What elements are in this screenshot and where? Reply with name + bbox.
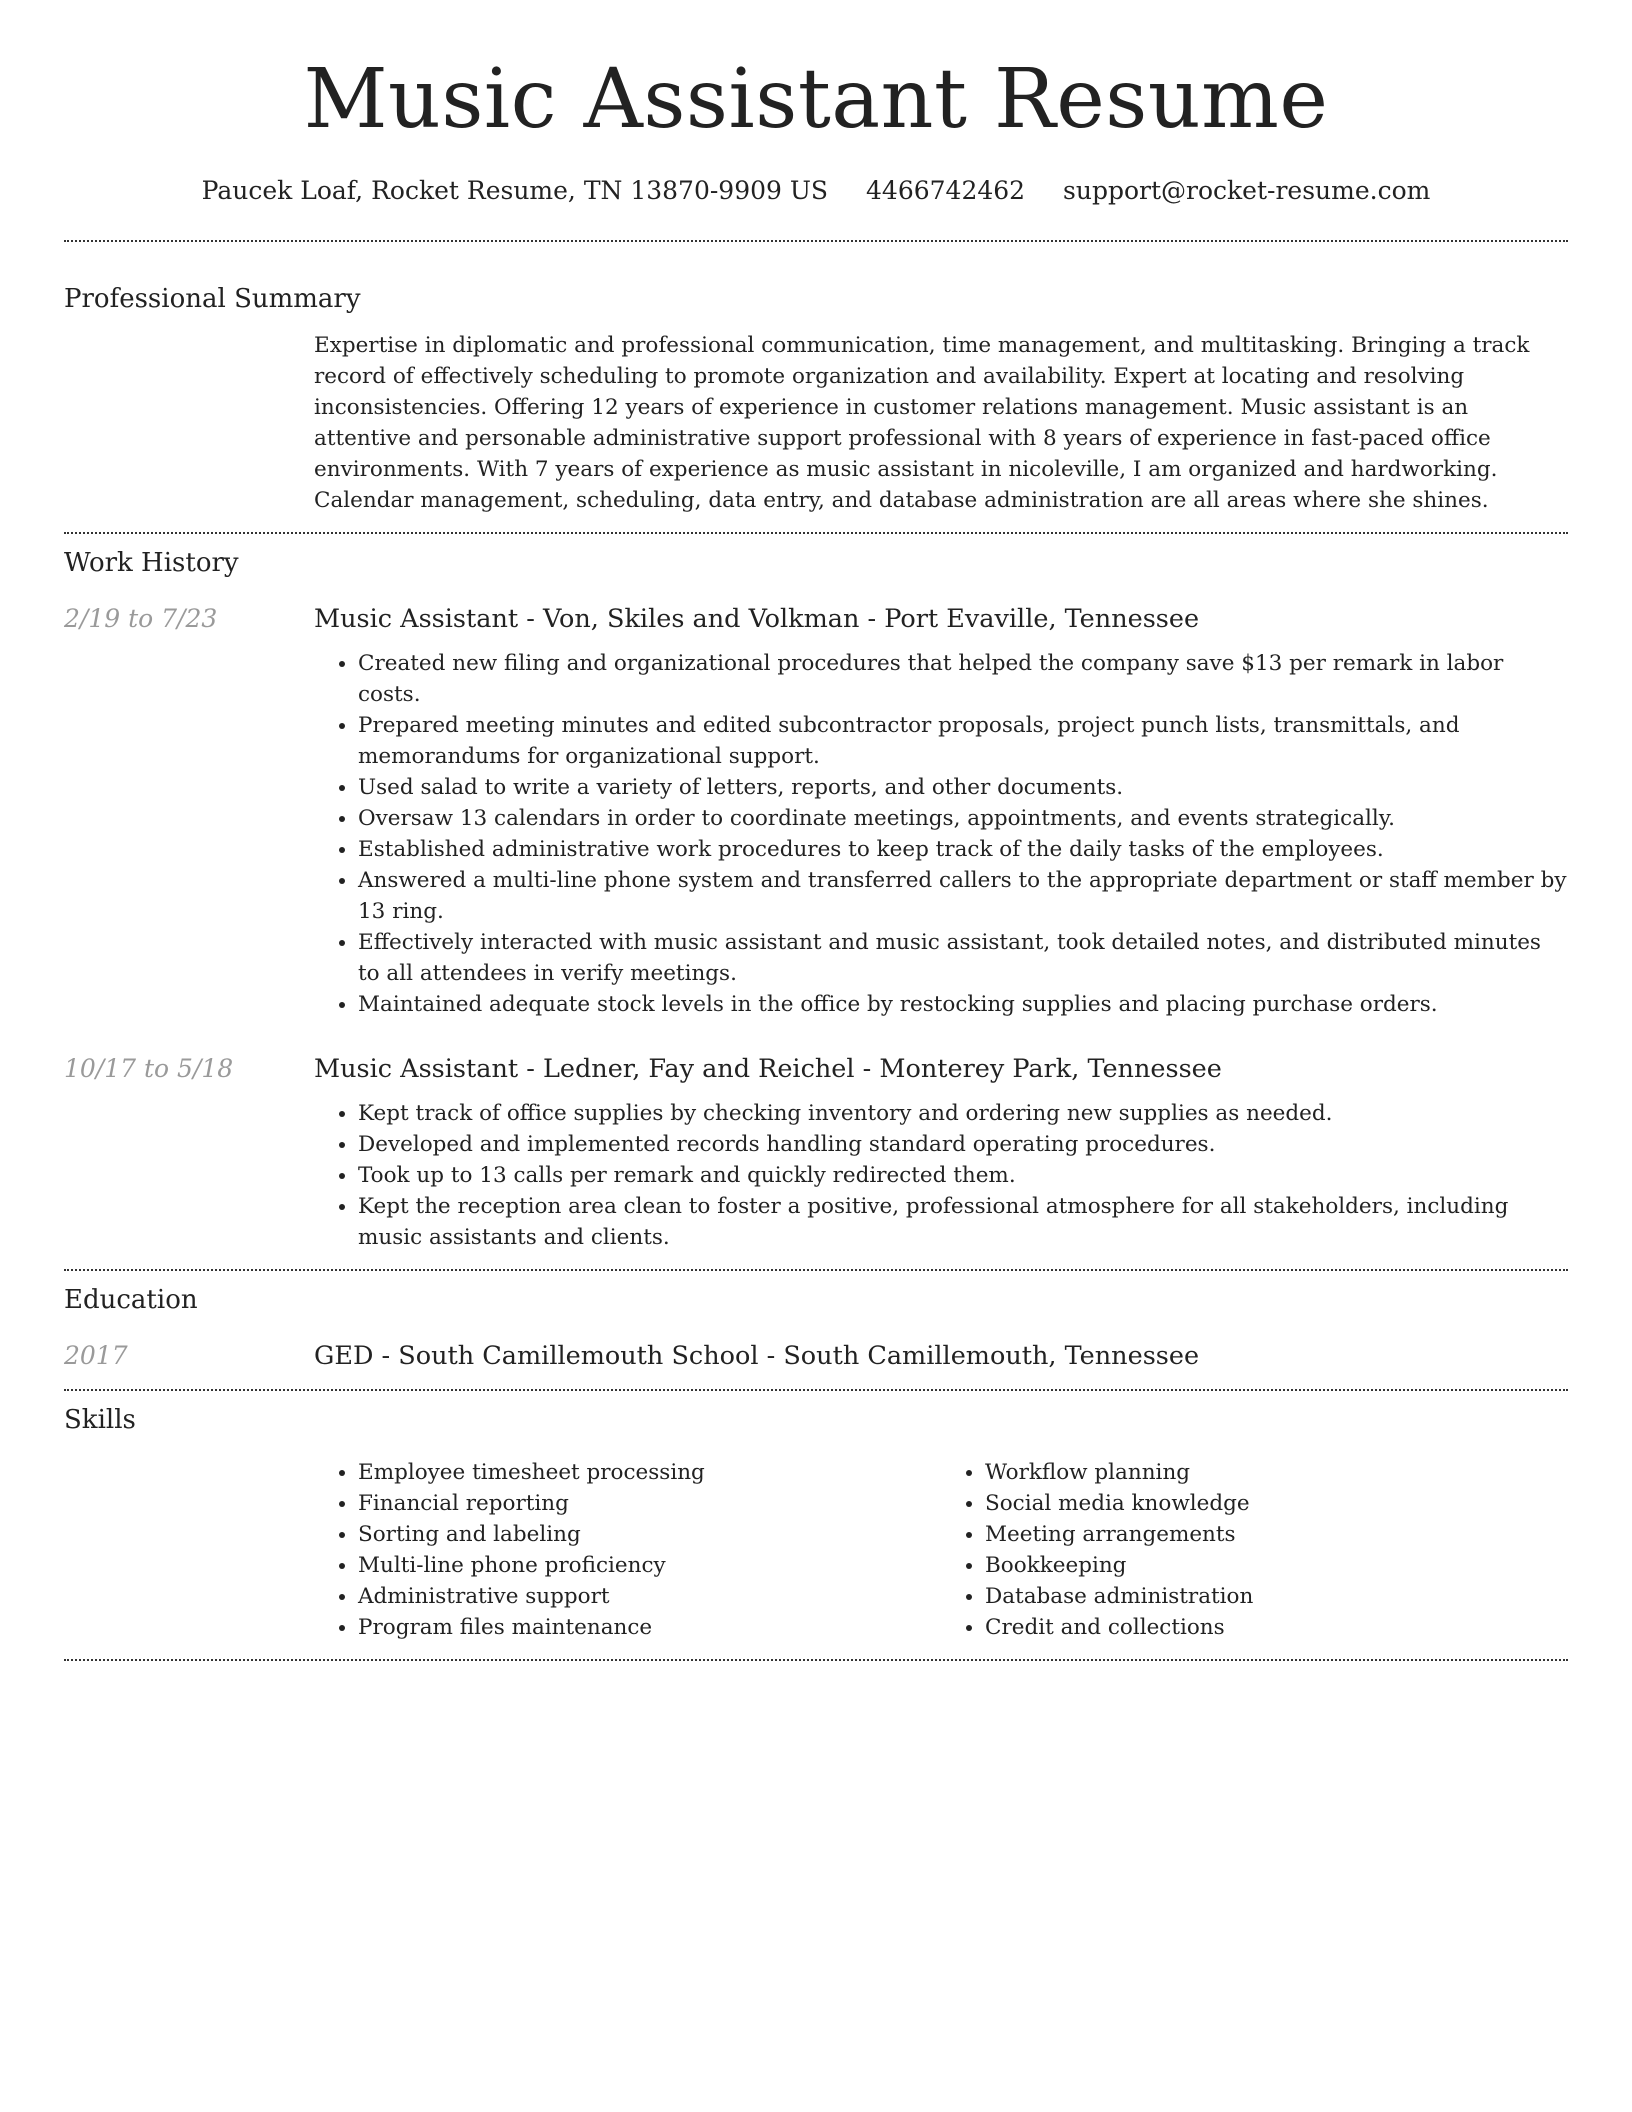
education-degree: GED - South Camillemouth School - South Camillemouth, Tennessee [314, 1341, 1200, 1371]
education-heading: Education [64, 1285, 198, 1315]
skill-item: • Workflow planning [985, 1457, 1568, 1488]
skill-item: • Meeting arrangements [985, 1519, 1568, 1550]
skill-item: • Sorting and labeling [358, 1519, 941, 1550]
divider [64, 1269, 1568, 1271]
skill-item: • Database administration [985, 1581, 1568, 1612]
list-item: • Kept track of office supplies by checking inventory and ordering new supplies as needed. [358, 1098, 1568, 1129]
skill-item: • Program files maintenance [358, 1612, 941, 1643]
list-item: • Oversaw 13 calendars in order to coordinate meetings, appointments, and events strategically. [358, 803, 1568, 834]
list-item: • Maintained adequate stock levels in the office by restocking supplies and placing purchase orders. [358, 989, 1568, 1020]
skill-item: • Administrative support [358, 1581, 941, 1612]
list-item: • Effectively interacted with music assistant and music assistant, took detailed notes, and distributed minutes to all attendees in verify meetings. [358, 927, 1568, 989]
skill-item: • Credit and collections [985, 1612, 1568, 1643]
skills-row [64, 1457, 1568, 1643]
skill-item: • Multi-line phone proficiency [358, 1550, 941, 1581]
skill-item: • Bookkeeping [985, 1550, 1568, 1581]
job-duties [314, 1098, 1568, 1253]
job-title: Music Assistant - Ledner, Fay and Reichel - Monterey Park, Tennessee [314, 1054, 1222, 1084]
contact-address: Paucek Loaf, Rocket Resume, TN 13870-9909 US [201, 176, 829, 205]
education-body [314, 1339, 1568, 1373]
list-item: • Established administrative work procedures to keep track of the daily tasks of the employees. [358, 834, 1568, 865]
skills-list-right [941, 1457, 1568, 1643]
contact-phone: 4466742462 [866, 176, 1026, 205]
skills-grid [314, 1457, 1568, 1643]
education-year: 2017 [64, 1341, 128, 1370]
list-item: • Kept the reception area clean to foster a positive, professional atmosphere for all stakeholders, including music assistants and clients. [358, 1191, 1568, 1253]
job-entry [64, 602, 1568, 1020]
divider [64, 1389, 1568, 1391]
job-duties [314, 648, 1568, 1020]
job-title: Music Assistant - Von, Skiles and Volkman - Port Evaville, Tennessee [314, 604, 1200, 634]
summary-left-spacer [64, 330, 314, 516]
list-item: • Created new filing and organizational procedures that helped the company save $13 per remark in labor costs. [358, 648, 1568, 710]
job-dates: 2/19 to 7/23 [64, 604, 218, 633]
job-body [314, 602, 1568, 1020]
contact-email: support@rocket-resume.com [1063, 176, 1431, 205]
divider [64, 532, 1568, 534]
list-item: • Used salad to write a variety of letters, reports, and other documents. [358, 772, 1568, 803]
summary-heading: Professional Summary [64, 284, 361, 314]
contact-line [64, 174, 1568, 208]
list-item: • Prepared meeting minutes and edited subcontractor proposals, project punch lists, transmittals, and memorandums for organizational support. [358, 710, 1568, 772]
skills-left-spacer [64, 1457, 314, 1643]
skills-heading: Skills [64, 1405, 136, 1435]
job-body [314, 1052, 1568, 1253]
job-entry [64, 1052, 1568, 1253]
job-dates: 10/17 to 5/18 [64, 1054, 234, 1083]
resume-title: Music Assistant Resume [303, 52, 1329, 147]
divider [64, 1659, 1568, 1661]
summary-body [314, 330, 1568, 516]
list-item: • Took up to 13 calls per remark and quickly redirected them. [358, 1160, 1568, 1191]
education-entry [64, 1339, 1568, 1373]
summary-row [64, 330, 1568, 516]
skill-item: • Social media knowledge [985, 1488, 1568, 1519]
list-item: • Developed and implemented records handling standard operating procedures. [358, 1129, 1568, 1160]
work-heading: Work History [64, 548, 239, 578]
summary-text: Expertise in diplomatic and professional communication, time management, and multitasking. Bringing a track record of effectively scheduling to promote organization and availability. Expert at locating and resolving inconsistencies. Offering 12 years of experience in customer relations management. Music assistant is an attentive and personable administrative support professional with 8 years of experience in fast-paced office environments. With 7 years of experience as music assistant in nicoleville, I am organized and hardworking. Calendar management, scheduling, data entry, and database administration are all areas where she shines. [314, 333, 1530, 513]
skills-list-left [314, 1457, 941, 1643]
skill-item: • Employee timesheet processing [358, 1457, 941, 1488]
list-item: • Answered a multi-line phone system and transferred callers to the appropriate department or staff member by 13 ring. [358, 865, 1568, 927]
skill-item: • Financial reporting [358, 1488, 941, 1519]
divider [64, 240, 1568, 242]
